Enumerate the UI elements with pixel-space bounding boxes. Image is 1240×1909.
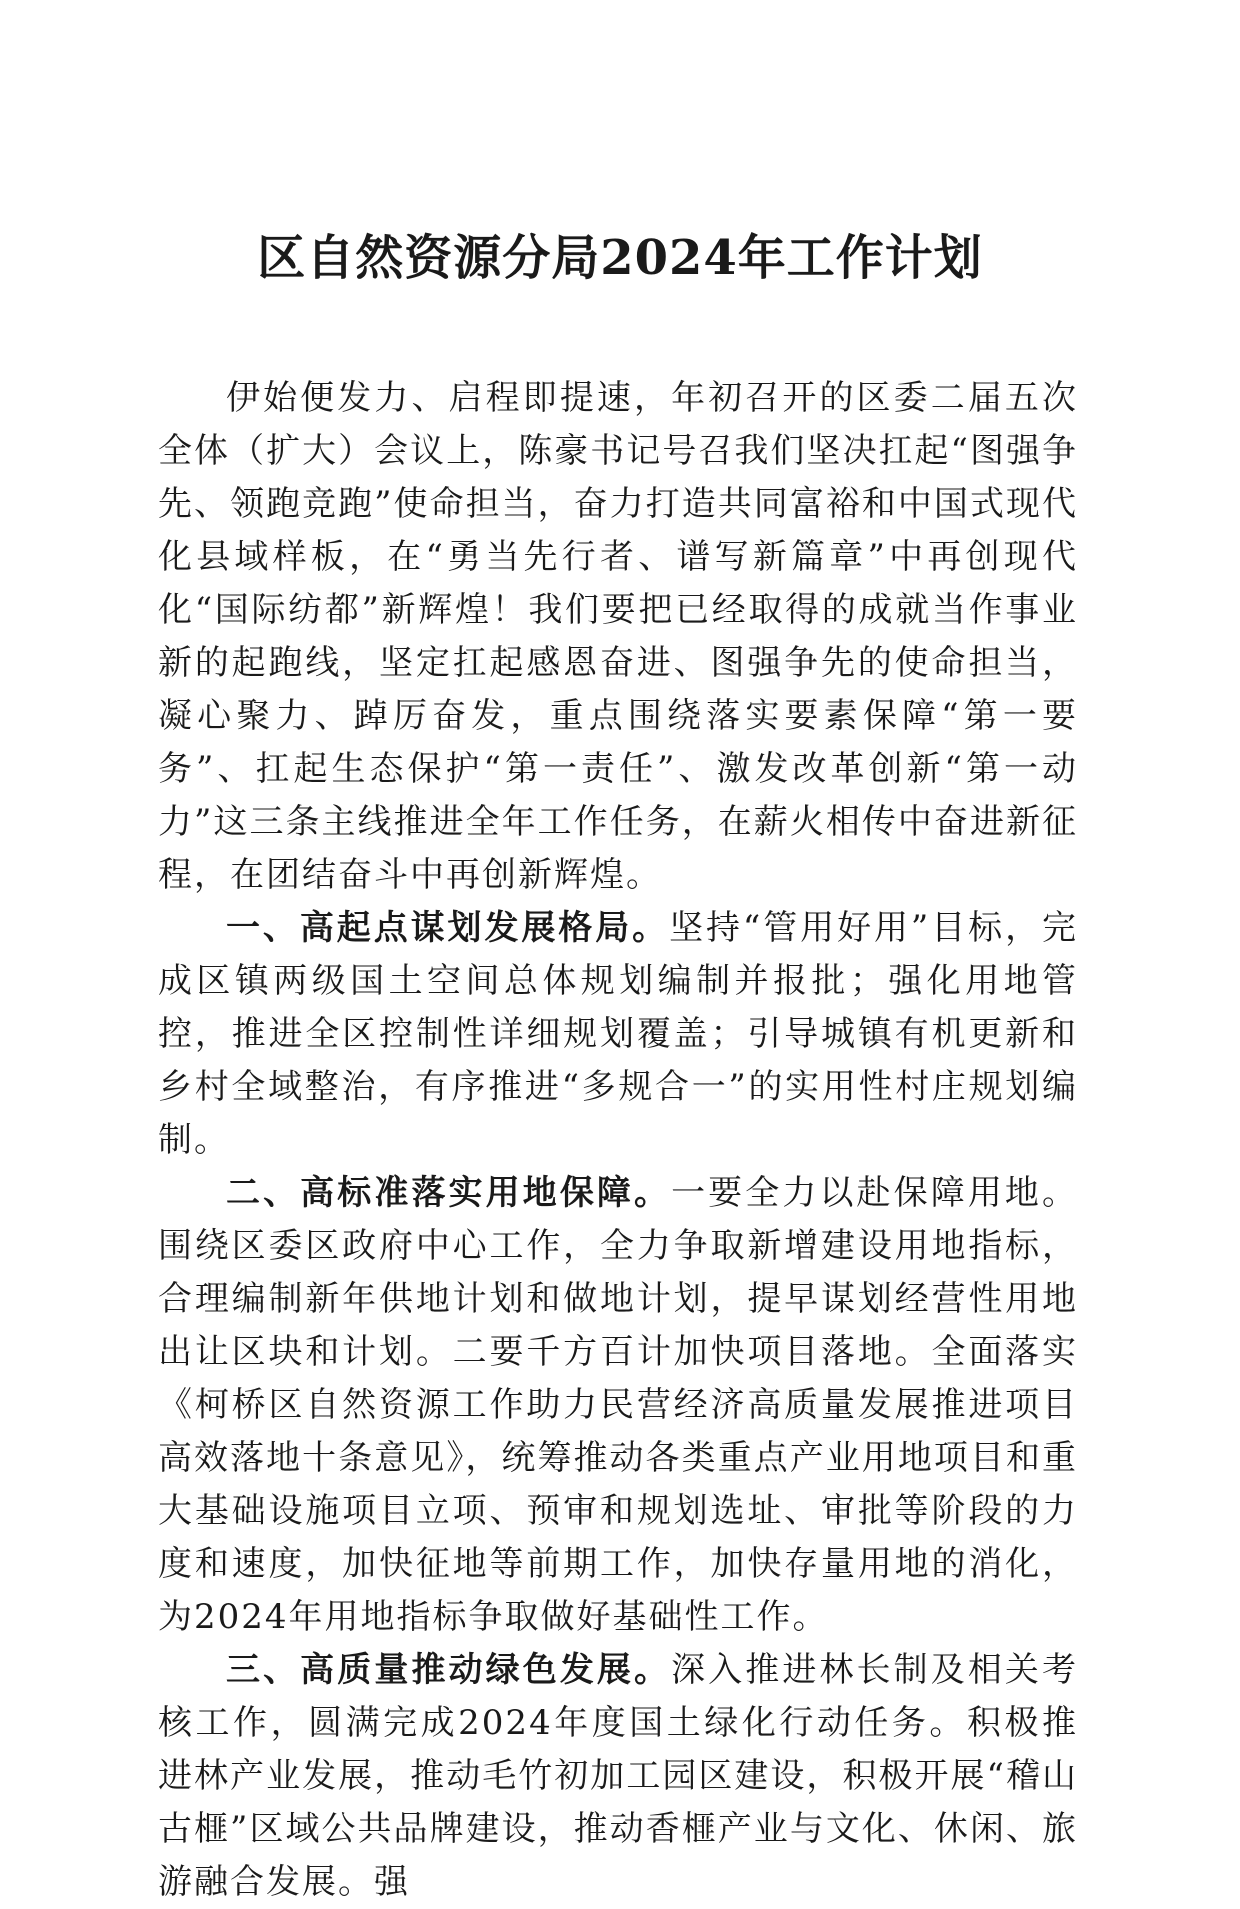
document-title: 区自然资源分局2024年工作计划 [257,230,983,286]
section-text-2: 一要全力以赴保障用地。围绕区委区政府中心工作，全力争取新增建设用地指标，合理编制新年供地计划和做地计划，提早谋划经营性用地出让区块和计划。二要千方百计加快项目落地。全面落实《柯桥区自然资源工作助力民营经济高质量发展推进项目高效落地十条意见》，统筹推动各类重点产业用地项目和重大基础设施项目立项、预审和规划选址、审批等阶段的力度和速度，加快征地等前期工作，加快存量用地的消化，为2024年用地指标争取做好基础性工作。 [158,1173,1079,1637]
section-paragraph-2 [158,1167,1078,1644]
section-heading-1: 一、高起点谋划发展格局。 [226,908,670,948]
intro-paragraph: 伊始便发力、启程即提速，年初召开的区委二届五次全体（扩大）会议上，陈豪书记号召我们坚决扛起“图强争先、领跑竞跑”使命担当，奋力打造共同富裕和中国式现代化县域样板，在“勇当先行者、谱写新篇章”中再创现代化“国际纺都”新辉煌！我们要把已经取得的成就当作事业新的起跑线，坚定扛起感恩奋进、图强争先的使命担当，凝心聚力、踔厉奋发，重点围绕落实要素保障“第一要务”、扛起生态保护“第一责任”、激发改革创新“第一动力”这三条主线推进全年工作任务，在薪火相传中奋进新征程，在团结奋斗中再创新辉煌。 [158,378,1078,895]
section-paragraph-1 [158,902,1078,1167]
section-paragraph-3 [158,1644,1078,1909]
section-heading-2: 二、高标准落实用地保障。 [226,1173,672,1213]
section-text-3: 深入推进林长制及相关考核工作，圆满完成2024年度国土绿化行动任务。积极推进林产业发展，推动毛竹初加工园区建设，积极开展“稽山古榧”区域公共品牌建设，推动香榧产业与文化、休闲、旅游融合发展。强 [158,1650,1079,1902]
section-text-1: 坚持“管用好用”目标，完成区镇两级国土空间总体规划编制并报批；强化用地管控，推进全区控制性详细规划覆盖；引导城镇有机更新和乡村全域整治，有序推进“多规合一”的实用性村庄规划编制。 [158,908,1078,1160]
document-body [158,372,1078,1909]
section-heading-3: 三、高质量推动绿色发展。 [226,1650,672,1690]
